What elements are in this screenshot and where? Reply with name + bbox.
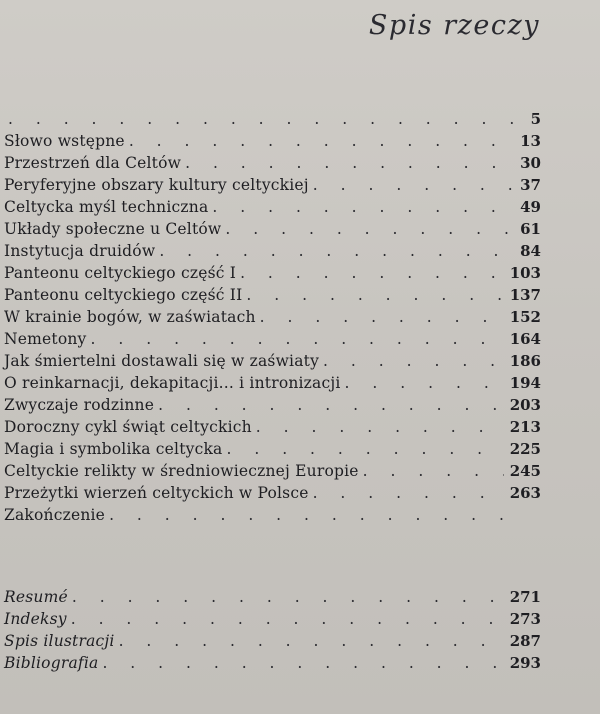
- toc-entry: [4, 308, 541, 330]
- toc-entry: [4, 506, 541, 528]
- dot-leader: [212, 198, 514, 216]
- dot-leader: [109, 506, 523, 524]
- toc-entry-title: Nemetony: [4, 330, 87, 348]
- dot-leader: [260, 308, 504, 326]
- toc-entry-page: 293: [509, 654, 541, 672]
- toc-entry-page: 225: [509, 440, 541, 458]
- toc-entry-title: Przeżytki wierzeń celtyckich w Polsce: [4, 484, 309, 502]
- toc-entry-page: 5: [530, 110, 541, 128]
- toc-entry: [4, 330, 541, 352]
- toc-entry: [4, 484, 541, 506]
- toc-entry-title: Celtycka myśl techniczna: [4, 198, 209, 216]
- toc-entry-title: Peryferyjne obszary kultury celtyckiej: [4, 176, 309, 194]
- dot-leader: [225, 220, 514, 238]
- toc-entry-title: Spis ilustracji: [4, 632, 115, 650]
- toc-entry: [4, 110, 541, 132]
- toc-entry-title: Zakończenie: [4, 506, 106, 524]
- dot-leader: [345, 374, 504, 392]
- toc-entry: [4, 462, 541, 484]
- toc-entry-page: 164: [509, 330, 541, 348]
- toc-entry: [4, 264, 541, 286]
- dot-leader: [71, 610, 504, 628]
- toc-entry-page: 263: [509, 484, 541, 502]
- toc-entry-title: W krainie bogów, w zaświatach: [4, 308, 256, 326]
- dot-leader: [159, 242, 514, 260]
- toc-entry: [4, 418, 541, 440]
- toc-entry: [4, 396, 541, 418]
- toc-entry-page: 61: [520, 220, 541, 238]
- toc-entry-page: 287: [509, 632, 541, 650]
- toc-entry: [4, 440, 541, 462]
- toc-entry: [4, 242, 541, 264]
- toc-entry-page: 49: [520, 198, 541, 216]
- toc-entry: [4, 352, 541, 374]
- toc-entry-page: 273: [509, 610, 541, 628]
- toc-entry-title: Przestrzeń dla Celtów: [4, 154, 182, 172]
- dot-leader: [185, 154, 514, 172]
- dot-leader: [91, 330, 504, 348]
- dot-leader: [256, 418, 504, 436]
- toc-entry-title: Bibliografia: [4, 654, 99, 672]
- toc-entry-page: 203: [509, 396, 541, 414]
- toc-backmatter-entry: [4, 632, 541, 654]
- dot-leader: [119, 632, 504, 650]
- toc-entry-page: 213: [509, 418, 541, 436]
- toc-backmatter-entry: [4, 588, 541, 610]
- toc-entry-title: Resumé: [4, 588, 68, 606]
- toc-entry-title: Panteonu celtyckiego część II: [4, 286, 243, 304]
- toc-backmatter-entry: [4, 654, 541, 676]
- dot-leader: [102, 654, 503, 672]
- toc-entry: [4, 154, 541, 176]
- toc-entry-title: Panteonu celtyckiego część I: [4, 264, 237, 282]
- toc-entry: [4, 132, 541, 154]
- toc-backmatter-entry: [4, 610, 541, 632]
- dot-leader: [8, 110, 520, 128]
- dot-leader: [72, 588, 504, 606]
- toc-entry-page: 13: [520, 132, 541, 150]
- toc-entry-title: Celtyckie relikty w średniowiecznej Europie: [4, 462, 359, 480]
- toc-entry-title: O reinkarnacji, dekapitacji... i intronizacji: [4, 374, 341, 392]
- dot-leader: [129, 132, 514, 150]
- toc-entry-title: Magia i symbolika celtycka: [4, 440, 223, 458]
- toc-entry: [4, 286, 541, 308]
- dot-leader: [240, 264, 504, 282]
- toc-entry-page: 84: [520, 242, 541, 260]
- toc-entry-title: Układy społeczne u Celtów: [4, 220, 222, 238]
- dot-leader: [363, 462, 504, 480]
- toc-entry: [4, 374, 541, 396]
- dot-leader: [246, 286, 503, 304]
- page-title: Spis rzeczy: [368, 10, 540, 41]
- dot-leader: [313, 484, 504, 502]
- toc-entry-page: 186: [509, 352, 541, 370]
- toc-entry-page: 152: [509, 308, 541, 326]
- dot-leader: [158, 396, 504, 414]
- toc-entry-page: 30: [520, 154, 541, 172]
- toc-entry-title: Indeksy: [4, 610, 67, 628]
- dot-leader: [323, 352, 504, 370]
- dot-leader: [227, 440, 504, 458]
- dot-leader: [313, 176, 514, 194]
- toc-entry-page: 103: [509, 264, 541, 282]
- toc-entry-title: Słowo wstępne: [4, 132, 125, 150]
- toc-entry-title: Jak śmiertelni dostawali się w zaświaty: [4, 352, 320, 370]
- toc-entry-page: 271: [509, 588, 541, 606]
- toc-entry-page: 194: [509, 374, 541, 392]
- toc-entry-title: Zwyczaje rodzinne: [4, 396, 155, 414]
- toc-entry-page: 137: [509, 286, 541, 304]
- toc-entry: [4, 176, 541, 198]
- toc-entry-page: 37: [520, 176, 541, 194]
- toc-entry-page: 245: [509, 462, 541, 480]
- toc-entry-title: Doroczny cykl świąt celtyckich: [4, 418, 252, 436]
- toc-entry: [4, 198, 541, 220]
- toc-entry-title: Instytucja druidów: [4, 242, 156, 260]
- toc-entry: [4, 220, 541, 242]
